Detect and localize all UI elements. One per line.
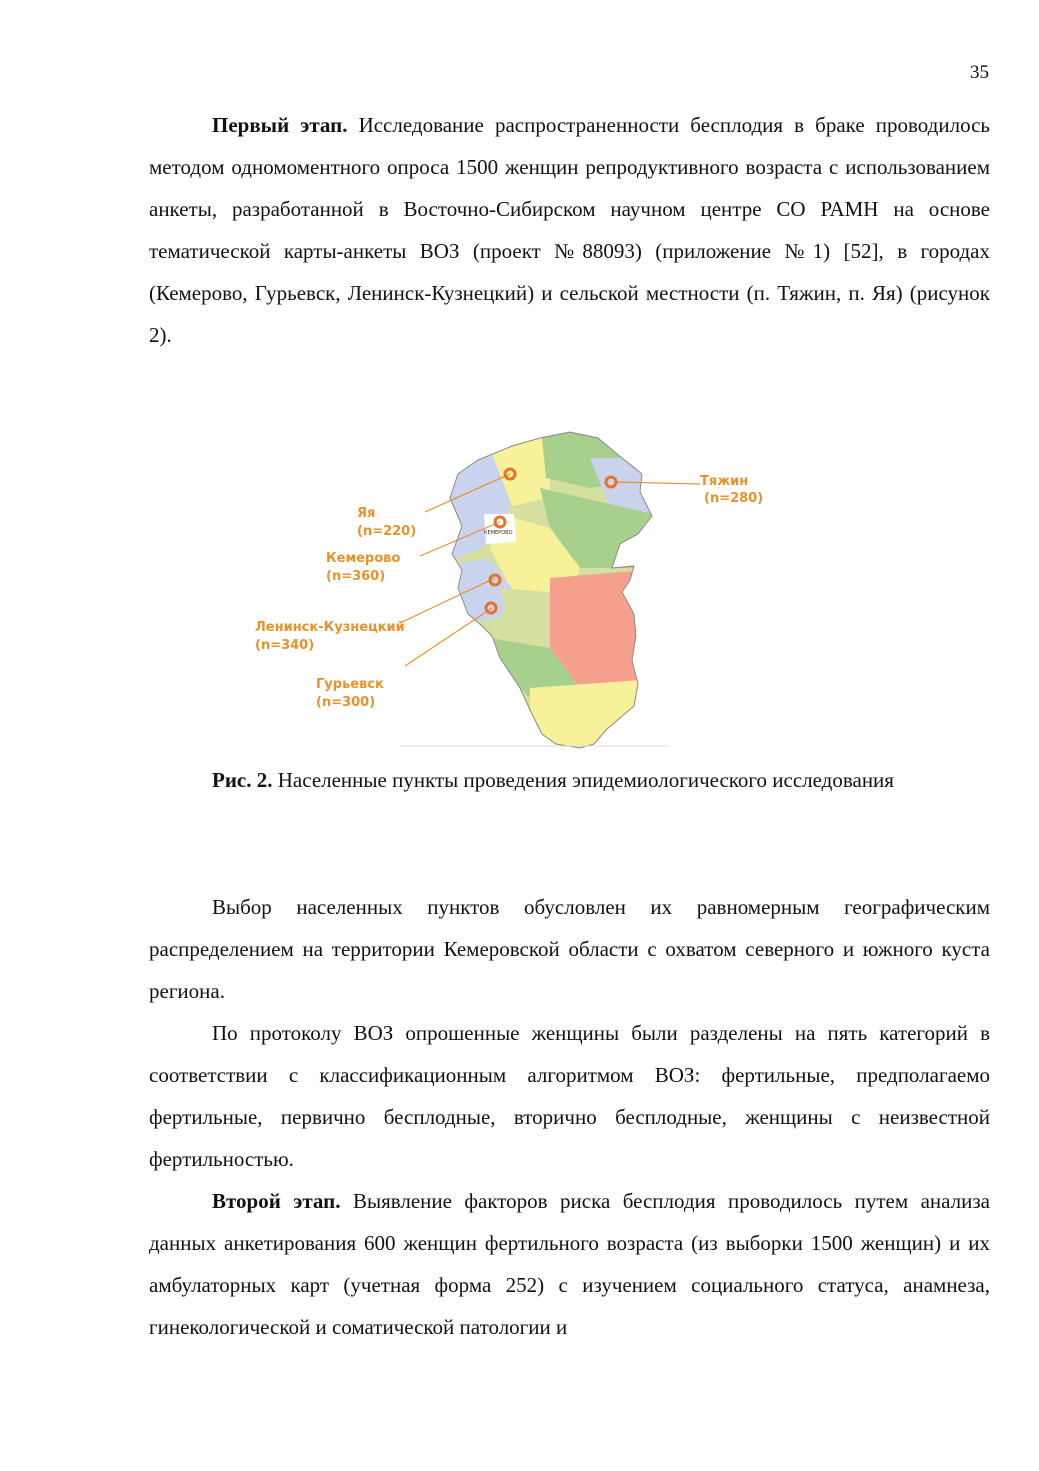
label-yaya-name: Яя <box>357 506 376 521</box>
figure-caption <box>212 758 912 802</box>
paragraph-text: По протоколу ВОЗ опрошенные женщины были разделены на пять категорий в соответствии с классификационным алгоритмом ВОЗ: фертильные, предполагаемо фертильные, первично бесплодные, вторично бесплодные, женщины с неизвестной фертильностью. <box>149 1021 990 1171</box>
paragraph-text: Выявление факторов риска бесплодия проводилось путем анализа данных анкетирования 600 женщин фертильного возраста (из выборки 1500 женщин) и их амбулаторных карт (учетная форма 252) с изучением социального статуса, анамнеза, гинекологической и соматической патологии и <box>149 1189 990 1339</box>
page-number: 35 <box>970 62 989 83</box>
label-leninsk-n: (n=340) <box>255 638 315 653</box>
paragraph-text: Исследование распространенности бесплодия в браке проводилось методом одномоментного опроса 1500 женщин репродуктивного возраста с использованием анкеты, разработанной в Восточно-Сибирском научном центре СО РАМН на основе тематической карты-анкеты ВОЗ (проект №88093) (приложение №1) [52], в городах (Кемерово, Гурьевск, Ленинск-Кузнецкий) и сельской местности (п. Тяжин, п. Яя) (рисунок 2). <box>149 113 990 347</box>
label-tyazhin-n: (n=280) <box>704 491 764 506</box>
caption-lead: Рис. 2. <box>212 768 273 792</box>
paragraph-lead: Первый этап. <box>212 113 348 137</box>
label-kemerovo-name: Кемерово <box>326 551 401 566</box>
paragraph-protocol <box>149 1012 990 1180</box>
paragraph-selection <box>149 886 990 1012</box>
label-tyazhin-name: Тяжин <box>700 474 749 489</box>
paragraph-first-stage <box>149 104 990 356</box>
caption-text: Населенные пункты проведения эпидемиологического исследования <box>272 768 894 792</box>
paragraph-text: Выбор населенных пунктов обусловлен их равномерным географическим распределением на территории Кемеровской области с охватом северного и южного куста региона. <box>149 895 990 1003</box>
label-guryevsk-name: Гурьевск <box>316 677 384 692</box>
map-center-label: КЕМЕРОВО <box>484 530 513 536</box>
label-guryevsk-n: (n=300) <box>316 695 376 710</box>
label-yaya-n: (n=220) <box>357 524 417 539</box>
kemerovo-region-map <box>250 418 790 753</box>
label-kemerovo-n: (n=360) <box>326 569 386 584</box>
label-leninsk-name: Ленинск-Кузнецкий <box>255 620 405 635</box>
paragraph-second-stage <box>149 1180 990 1348</box>
paragraph-lead: Второй этап. <box>212 1189 341 1213</box>
